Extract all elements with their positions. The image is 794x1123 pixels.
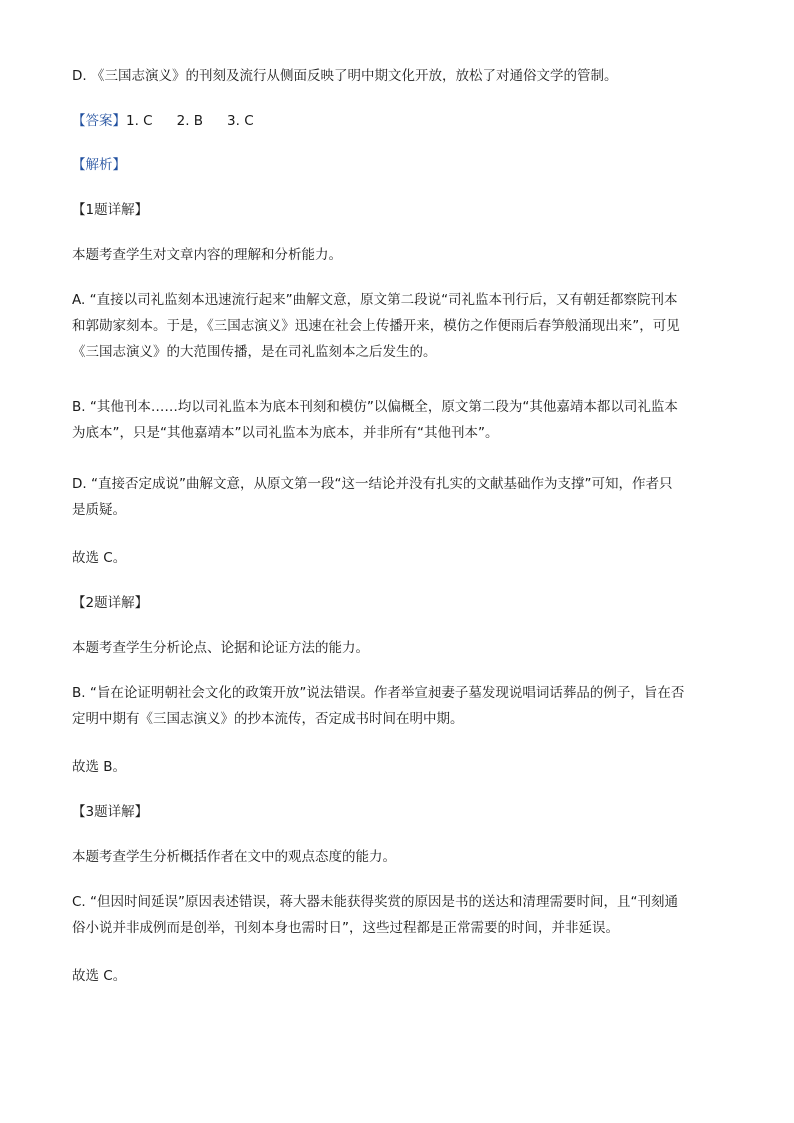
q3-heading: 【3题详解】 <box>72 804 149 820</box>
q3-conclusion: 故选 C。 <box>72 968 127 984</box>
q1-option-b-line: B. “其他刊本……均以司礼监本为底本刊刻和模仿”以偏概全，原文第二段为“其他嘉靖本都以司礼监本 <box>72 399 678 415</box>
q1-option-d-line: 是质疑。 <box>72 502 126 518</box>
q1-option-b-explanation <box>72 394 724 446</box>
analysis-label: 【解析】 <box>72 157 126 173</box>
option-d-statement: D. 《三国志演义》的刊刻及流行从侧面反映了明中期文化开放，放松了对通俗文学的管制。 <box>72 68 618 84</box>
q3-option-c-line: 俗小说并非成例而是创举，刊刻本身也需时日”，这些过程都是正常需要的时间，并非延误。 <box>72 920 619 936</box>
answer-item-1: 1. C <box>126 113 153 129</box>
q1-option-a-explanation <box>72 287 724 365</box>
q1-option-a-line: 《三国志演义》的大范围传播，是在司礼监刻本之后发生的。 <box>72 344 437 360</box>
q1-option-a-line: 和郭勋家刻本。于是，《三国志演义》迅速在社会上传播开来，模仿之作便雨后春笋般涌现出来”，可见 <box>72 318 680 334</box>
q1-option-a-line: A. “直接以司礼监刻本迅速流行起来”曲解文意，原文第二段说“司礼监本刊行后，又有朝廷都察院刊本 <box>72 292 678 308</box>
q2-heading: 【2题详解】 <box>72 595 149 611</box>
q1-option-d-line: D. “直接否定成说”曲解文意，从原文第一段“这一结论并没有扎实的文献基础作为支撑”可知，作者只 <box>72 476 673 492</box>
q2-option-b-line: 定明中期有《三国志演义》的抄本流传，否定成书时间在明中期。 <box>72 711 464 727</box>
answer-line <box>72 111 724 131</box>
q2-option-b-line: B. “旨在论证明朝社会文化的政策开放”说法错误。作者举宣昶妻子墓发现说唱词话葬品的例子，旨在否 <box>72 685 685 701</box>
q1-intro: 本题考查学生对文章内容的理解和分析能力。 <box>72 247 342 263</box>
q3-option-c-line: C. “但因时间延误”原因表述错误，蒋大器未能获得奖赏的原因是书的送达和清理需要时间，且“刊刻通 <box>72 894 678 910</box>
answer-label: 【答案】 <box>72 113 126 129</box>
q1-option-b-line: 为底本”，只是“其他嘉靖本”以司礼监本为底本，并非所有“其他刊本”。 <box>72 425 499 441</box>
answer-item-2: 2. B <box>176 113 204 129</box>
q3-option-c-explanation <box>72 889 724 941</box>
answer-item-3: 3. C <box>227 113 254 129</box>
q1-conclusion: 故选 C。 <box>72 550 127 566</box>
q2-option-b-explanation <box>72 680 724 732</box>
q1-option-d-explanation <box>72 471 724 523</box>
q2-intro: 本题考查学生分析论点、论据和论证方法的能力。 <box>72 640 369 656</box>
q2-conclusion: 故选 B。 <box>72 759 127 775</box>
q3-intro: 本题考查学生分析概括作者在文中的观点态度的能力。 <box>72 849 396 865</box>
q1-heading: 【1题详解】 <box>72 202 149 218</box>
